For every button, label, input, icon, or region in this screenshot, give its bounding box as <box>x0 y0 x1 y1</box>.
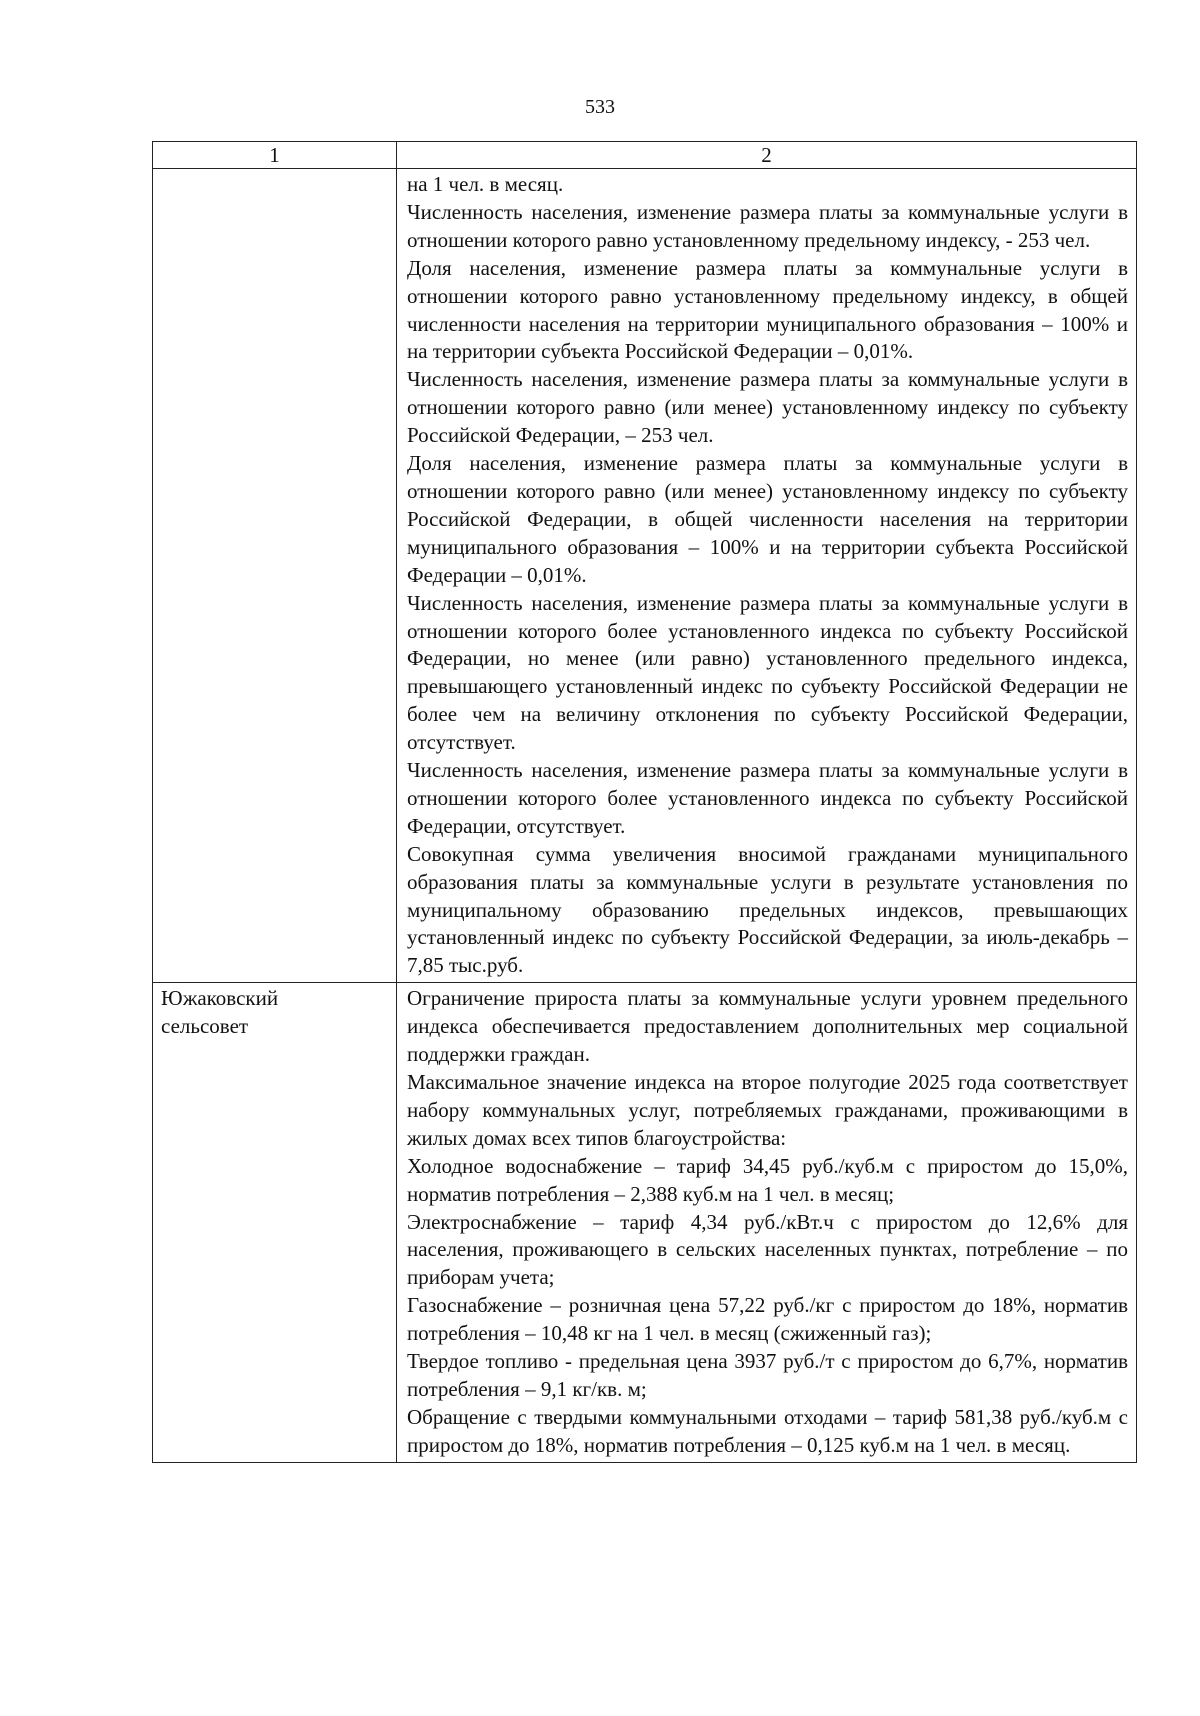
table-header-row <box>153 142 1137 169</box>
text-paragraph: Численность населения, изменение размера платы за коммунальные услуги в отношении которого равно (или менее) установленному индексу по субъекту Российской Федерации, – 253 чел. <box>407 367 1128 448</box>
text-paragraph: Численность населения, изменение размера платы за коммунальные услуги в отношении которого более установленного индекса по субъекту Российской Федерации, но менее (или равно) установленного предельного индекса, превышающего установленный индекс по субъекту Российской Федерации не более чем на величину отклонения по субъекту Российской Федерации, отсутствует. <box>407 590 1128 755</box>
text-paragraph: Обращение с твердыми коммунальными отходами – тариф 581,38 руб./куб.м с приростом до 18%, норматив потребления – 0,125 куб.м на 1 чел. в месяц. <box>407 1404 1128 1457</box>
text-paragraph: Численность населения, изменение размера платы за коммунальные услуги в отношении которого равно установленному предельному индексу, - 253 чел. <box>407 199 1128 252</box>
text-paragraph: Твердое топливо - предельная цена 3937 руб./т с приростом до 6,7%, норматив потребления – 9,1 кг/кв. м; <box>407 1349 1128 1401</box>
text-paragraph: Численность населения, изменение размера платы за коммунальные услуги в отношении которого более установленного индекса по субъекту Российской Федерации, отсутствует. <box>407 758 1128 838</box>
text-paragraph: на 1 чел. в месяц. <box>407 172 564 196</box>
municipality-cell <box>153 983 397 1462</box>
text-paragraph: Холодное водоснабжение – тариф 34,45 руб./куб.м с приростом до 15,0%, норматив потребления – 2,388 куб.м на 1 чел. в месяц; <box>407 1153 1128 1206</box>
description-cell <box>397 983 1137 1462</box>
text-paragraph: Доля населения, изменение размера платы за коммунальные услуги в отношении которого равно установленному предельному индексу, в общей численности населения на территории муниципального образования – 100% и на территории субъекта Российской Федерации – 0,01%. <box>407 255 1128 364</box>
column-header-1: 1 <box>153 142 397 169</box>
table-row <box>153 983 1137 1462</box>
text-paragraph: Ограничение прироста платы за коммунальные услуги уровнем предельного индекса обеспечивается предоставлением дополнительных мер социальной поддержки граждан. <box>407 986 1128 1067</box>
municipality-type-line: сельсовет <box>161 1013 249 1038</box>
text-paragraph: Максимальное значение индекса на второе полугодие 2025 года соответствует набору коммунальных услуг, потребляемых гражданами, проживающими в жилых домах всех типов благоустройства: <box>407 1070 1128 1150</box>
page-number: 533 <box>585 96 615 118</box>
column-header-2: 2 <box>397 142 1137 169</box>
municipality-cell <box>153 169 397 983</box>
text-paragraph: Газоснабжение – розничная цена 57,22 руб./кг с приростом до 18%, норматив потребления – 10,48 кг на 1 чел. в месяц (сжиженный газ); <box>407 1293 1128 1346</box>
municipality-name-line: Южаковский <box>161 986 279 1011</box>
description-cell <box>397 169 1137 983</box>
text-paragraph: Электроснабжение – тариф 4,34 руб./кВт.ч с приростом до 12,6% для населения, проживающего в сельских населенных пунктах, потребление – по приборам учета; <box>407 1209 1128 1290</box>
document-table <box>152 141 1137 1463</box>
text-paragraph: Совокупная сумма увеличения вносимой гражданами муниципального образования платы за коммунальные услуги в результате установления по муниципальному образованию предельных индексов, превышающих установленный индекс по субъекту Российской Федерации, за июль-декабрь – 7,85 тыс.руб. <box>407 841 1128 978</box>
text-paragraph: Доля населения, изменение размера платы за коммунальные услуги в отношении которого равно (или менее) установленному индексу по субъекту Российской Федерации, в общей численности населения на территории муниципального образования – 100% и на территории субъекта Российской Федерации – 0,01%. <box>407 451 1128 587</box>
table-row <box>153 169 1137 983</box>
